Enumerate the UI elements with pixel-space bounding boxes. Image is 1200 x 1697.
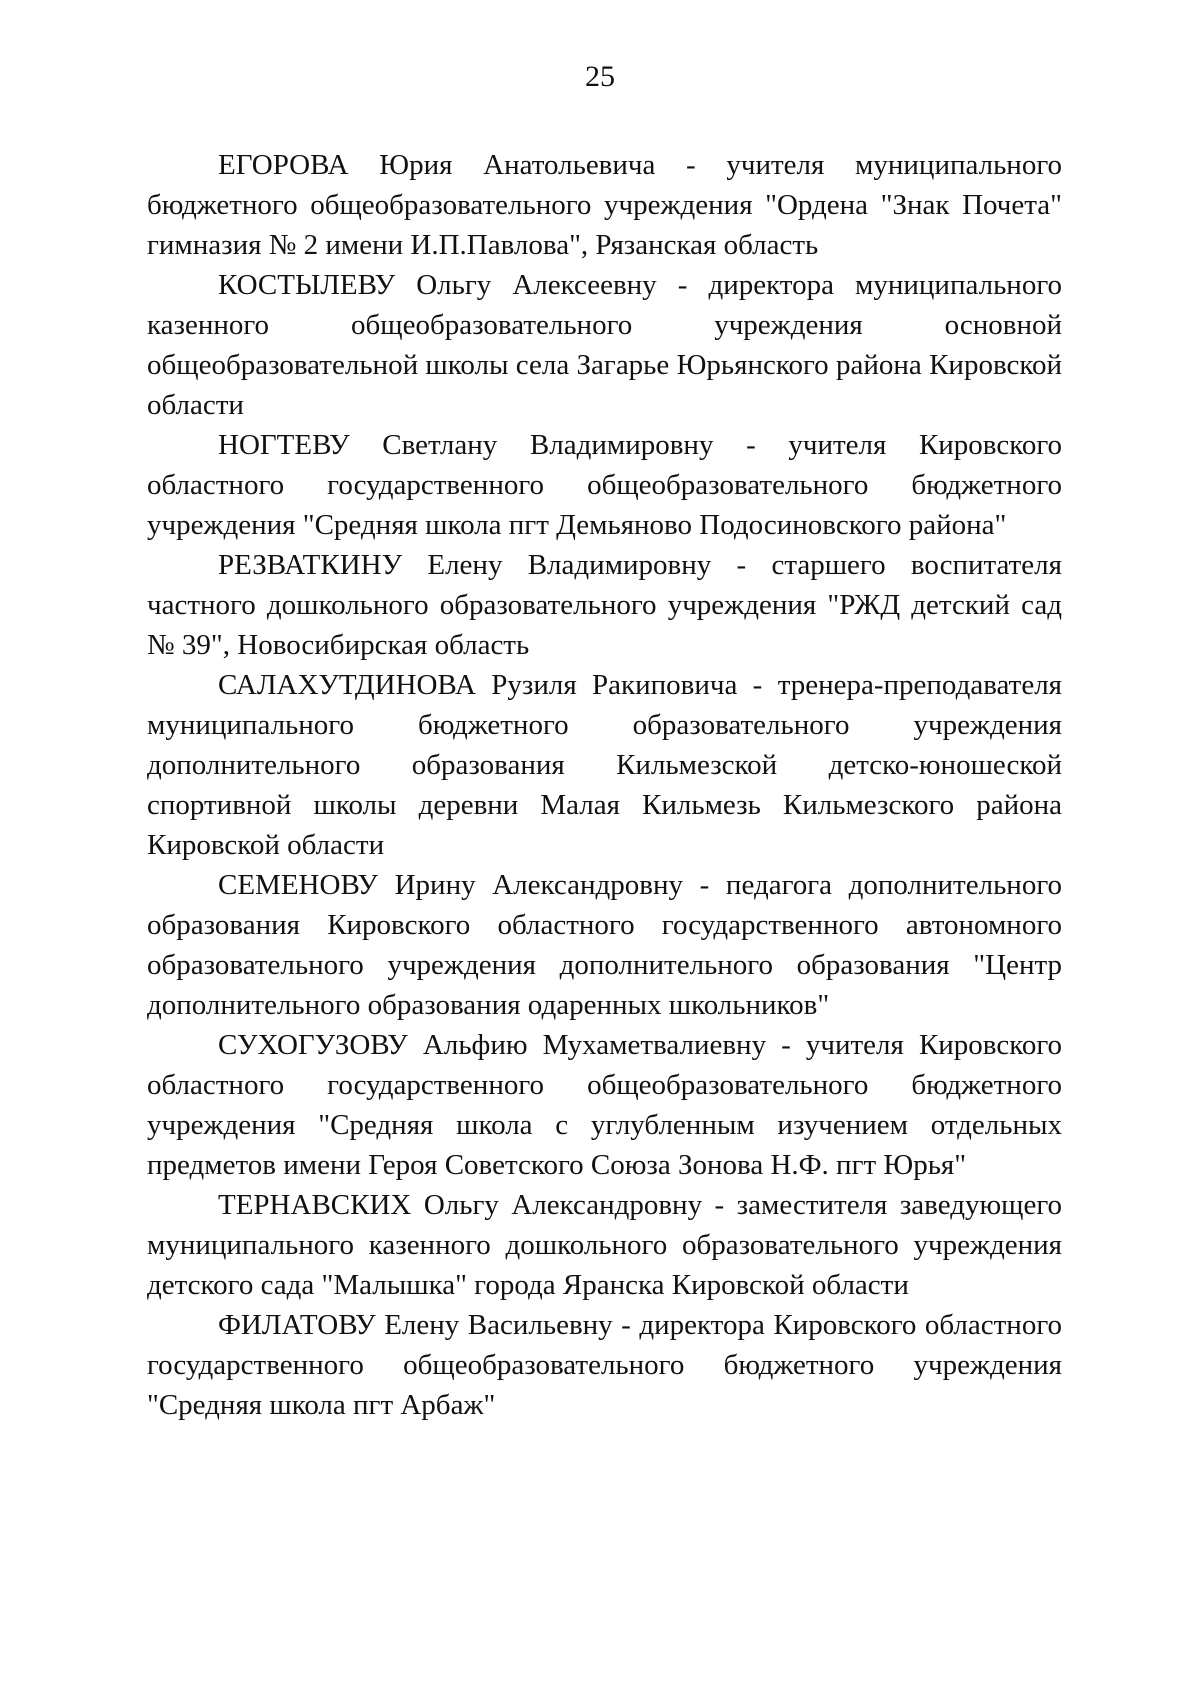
award-entry: ЕГОРОВА Юрия Анатольевича - учителя муниципального бюджетного общеобразовательного учреждения "Ордена "Знак Почета" гимназия № 2 имени И.П.Павлова", Рязанская область [147, 149, 1062, 261]
award-entry: РЕЗВАТКИНУ Елену Владимировну - старшего воспитателя частного дошкольного образовательного учреждения "РЖД детский сад № 39", Новосибирская область [147, 549, 1062, 661]
award-entry: СЕМЕНОВУ Ирину Александровну - педагога дополнительного образования Кировского областного государственного автономного образовательного учреждения дополнительного образования "Центр дополнительного образования одаренных школьников" [147, 869, 1062, 1021]
award-list [147, 145, 1062, 1425]
page-number: 25 [585, 60, 615, 93]
award-entry: КОСТЫЛЕВУ Ольгу Алексеевну - директора муниципального казенного общеобразовательного учреждения основной общеобразовательной школы села Загарье Юрьянского района Кировской области [147, 269, 1062, 421]
award-entry: НОГТЕВУ Светлану Владимировну - учителя Кировского областного государственного общеобразовательного бюджетного учреждения "Средняя школа пгт Демьяново Подосиновского района" [147, 429, 1062, 541]
award-entry: ФИЛАТОВУ Елену Васильевну - директора Кировского областного государственного общеобразовательного бюджетного учреждения "Средняя школа пгт Арбаж" [147, 1309, 1062, 1421]
award-entry: САЛАХУТДИНОВА Рузиля Ракиповича - тренера-преподавателя муниципального бюджетного образовательного учреждения дополнительного образования Кильмезской детско-юношеской спортивной школы деревни Малая Кильмезь Кильмезского района Кировской области [147, 669, 1062, 861]
award-entry: СУХОГУЗОВУ Альфию Мухаметвалиевну - учителя Кировского областного государственного общеобразовательного бюджетного учреждения "Средняя школа с углубленным изучением отдельных предметов имени Героя Советского Союза Зонова Н.Ф. пгт Юрья" [147, 1029, 1062, 1181]
award-entry: ТЕРНАВСКИХ Ольгу Александровну - заместителя заведующего муниципального казенного дошкольного образовательного учреждения детского сада "Малышка" города Яранска Кировской области [147, 1189, 1062, 1301]
